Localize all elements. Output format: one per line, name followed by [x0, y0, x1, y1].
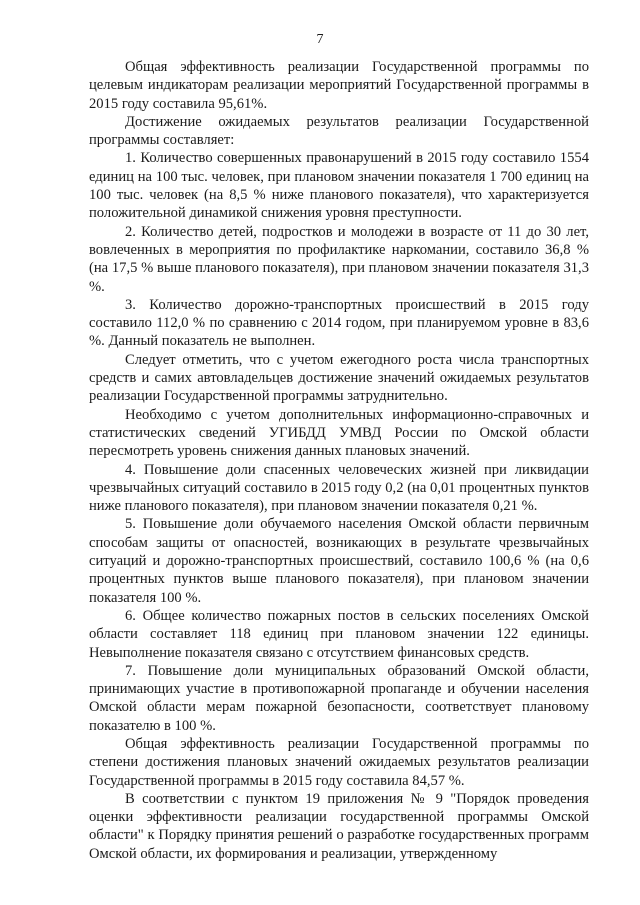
paragraph-item-5-population-training: 5. Повышение доли обучаемого населения Омской области первичным способам защиты от опасностей, возникающих в результате чрезвычайных ситуаций и дорожно-транспортных происшествий, составило 100,6 % (на 0,6 процентных пунктов выше планового показателя), при плановом значении показателя 100 %. — [89, 516, 589, 606]
paragraph-item-7-municipalities: 7. Повышение доли муниципальных образований Омской области, принимающих участие в противопожарной пропаганде и обучении населения Омской области мерам пожарной безопасности, соответствует плановому показателю в 100 %. — [89, 662, 589, 734]
page-number: 7 — [316, 32, 324, 47]
paragraph-overall-efficiency-results: Общая эффективность реализации Государственной программы по степени достижения плановых значений ожидаемых результатов реализации Государственной программы в 2015 году составила 84,57 %. — [89, 735, 589, 789]
paragraph-item-4-lives-saved: 4. Повышение доли спасенных человеческих жизней при ликвидации чрезвычайных ситуаций составило в 2015 году 0,2 (на 0,01 процентных пунктов ниже планового показателя), при плановом значении показателя 0,21 %. — [89, 461, 589, 515]
paragraph-item-2-drug-prevention: 2. Количество детей, подростков и молодежи в возрасте от 11 до 30 лет, вовлеченных в мероприятия по профилактике наркомании, составило 36,8 % (на 17,5 % выше планового показателя), при плановом значении показателя 31,3 %. — [89, 223, 589, 295]
paragraph-item-6-fire-posts: 6. Общее количество пожарных постов в сельских поселениях Омской области составляет 118 единиц при плановом значении 122 единицы. Невыполнение показателя связано с отсутствием финансовых средств. — [89, 607, 589, 661]
paragraph-revise-plan-values: Необходимо с учетом дополнительных информационно-справочных и статистических сведений УГИБДД УМВД России по Омской области пересмотреть уровень снижения данных плановых значений. — [89, 406, 589, 460]
paragraph-vehicle-growth-note: Следует отметить, что с учетом ежегодного роста числа транспортных средств и самих автовладельцев достижение значений ожидаемых результатов реализации Государственной программы затруднительно. — [89, 351, 589, 405]
paragraph-item-1-offenses: 1. Количество совершенных правонарушений в 2015 году составило 1554 единиц на 100 тыс. человек, при плановом значении показателя 1 700 единиц на 100 тыс. человек (на 8,5 % ниже планового показателя), что характеризуется положительной динамикой снижения уровня преступности. — [89, 150, 589, 222]
paragraph-item-3-road-accidents: 3. Количество дорожно-транспортных происшествий в 2015 году составило 112,0 % по сравнению с 2014 годом, при планируемом уровне в 83,6 %. Данный показатель не выполнен. — [89, 296, 589, 350]
document-body — [89, 58, 589, 863]
paragraph-expected-results-intro: Достижение ожидаемых результатов реализации Государственной программы составляет: — [89, 113, 589, 149]
paragraph-overall-efficiency-indicators: Общая эффективность реализации Государственной программы по целевым индикаторам реализации мероприятий Государственной программы в 2015 году составила 95,61%. — [89, 59, 589, 112]
paragraph-procedure-reference: В соответствии с пунктом 19 приложения № 9 "Порядок проведения оценки эффективности реализации государственной программы Омской области" к Порядку принятия решений о разработке государственных программ Омской области, их формирования и реализации, утвержденному — [89, 790, 589, 862]
